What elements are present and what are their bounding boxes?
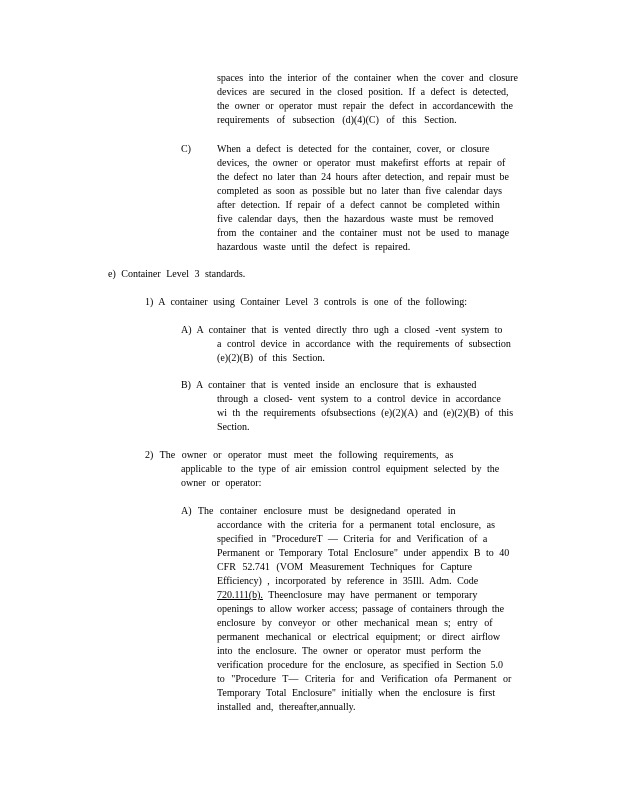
section-e-heading-block: [108, 268, 245, 282]
text-line: Efficiency) , incorporated by reference in 35Ill. Adm. Code: [217, 576, 479, 587]
text-line: into the enclosure. The owner or operator must perform the: [217, 646, 481, 657]
text-line: A) A container that is vented directly thro ugh a closed -vent system to: [181, 325, 503, 336]
item-1-block: [145, 296, 467, 310]
item-1b-paragraph: [181, 379, 541, 435]
text-line: (e)(2)(B) of this Section.: [217, 353, 325, 364]
text-line: applicable to the type of air emission control equipment selected by the: [181, 464, 500, 475]
text-line: Permanent or Temporary Total Enclosure" under appendix B to 40: [217, 548, 510, 559]
text-line: verification procedure for the enclosure, as specified in Section 5.0: [217, 660, 503, 671]
text-line: wi th the requirements ofsubsections (e)(2)(A) and (e)(2)(B) of this: [217, 408, 514, 419]
item-c-paragraph: [217, 143, 547, 255]
text-line: [181, 589, 551, 603]
text-line: installed and, thereafter,annually.: [217, 702, 356, 713]
item-1-text: 1) A container using Container Level 3 controls is one of the following:: [145, 297, 468, 308]
text-line: from the container and the container must not be used to manage: [217, 228, 510, 239]
text-line: B) A container that is vented inside an enclosure that is exhausted: [181, 380, 477, 391]
continuation-paragraph: [217, 72, 537, 128]
text-line: five calendar days, then the hazardous waste must be removed: [217, 214, 494, 225]
text-line: to "Procedure T— Criteria for and Verification ofa Permanent or: [217, 674, 512, 685]
text-line: the defect no later than 24 hours after detection, and repair must be: [217, 172, 509, 183]
text-line: through a closed- vent system to a control device in accordance: [217, 394, 501, 405]
item-c-label: C): [181, 144, 191, 155]
text-line: 2) The owner or operator must meet the following requirements, as: [145, 450, 454, 461]
item-1a-paragraph: [181, 324, 541, 366]
text-line: CFR 52.741 (VOM Measurement Techniques for Capture: [217, 562, 473, 573]
text-line: the owner or operator must repair the defect in accordancewith the: [217, 101, 513, 112]
text-line: spaces into the interior of the container when the cover and closure: [217, 73, 518, 84]
text-line: owner or operator:: [181, 478, 262, 489]
text-line: specified in "ProcedureT — Criteria for and Verification of a: [217, 534, 488, 545]
text-line: accordance with the criteria for a permanent total enclosure, as: [217, 520, 495, 531]
reference-link[interactable]: 720.111(b).: [217, 590, 263, 601]
text-line: enclosure by conveyor or other mechanical mean s; entry of: [217, 618, 493, 629]
text-line: Section.: [217, 422, 250, 433]
text-line: openings to allow worker access; passage of containers through the: [217, 604, 505, 615]
text-line: permanent mechanical or electrical equipment; or direct airflow: [217, 632, 501, 643]
item-2-paragraph: [145, 449, 545, 491]
section-heading: e) Container Level 3 standards.: [108, 269, 246, 280]
text-line: devices, the owner or operator must makefirst efforts at repair of: [217, 158, 506, 169]
item-2a-paragraph: [181, 505, 551, 715]
text-line: devices are secured in the closed position. If a defect is detected,: [217, 87, 509, 98]
text-line: requirements of subsection (d)(4)(C) of this Section.: [217, 115, 457, 126]
text-line: after detection. If repair of a defect cannot be completed within: [217, 200, 500, 211]
text-line: Temporary Total Enclosure" initially when the enclosure is first: [217, 688, 496, 699]
text-line: a control device in accordance with the requirements of subsection: [217, 339, 511, 350]
text-line: hazardous waste until the defect is repaired.: [217, 242, 411, 253]
text-fragment: Theenclosure may have permanent or temporary: [262, 590, 478, 601]
text-line: A) The container enclosure must be designedand operated in: [181, 506, 456, 517]
text-line: completed as soon as possible but no later than five calendar days: [217, 186, 502, 197]
text-line: When a defect is detected for the container, cover, or closure: [217, 144, 490, 155]
